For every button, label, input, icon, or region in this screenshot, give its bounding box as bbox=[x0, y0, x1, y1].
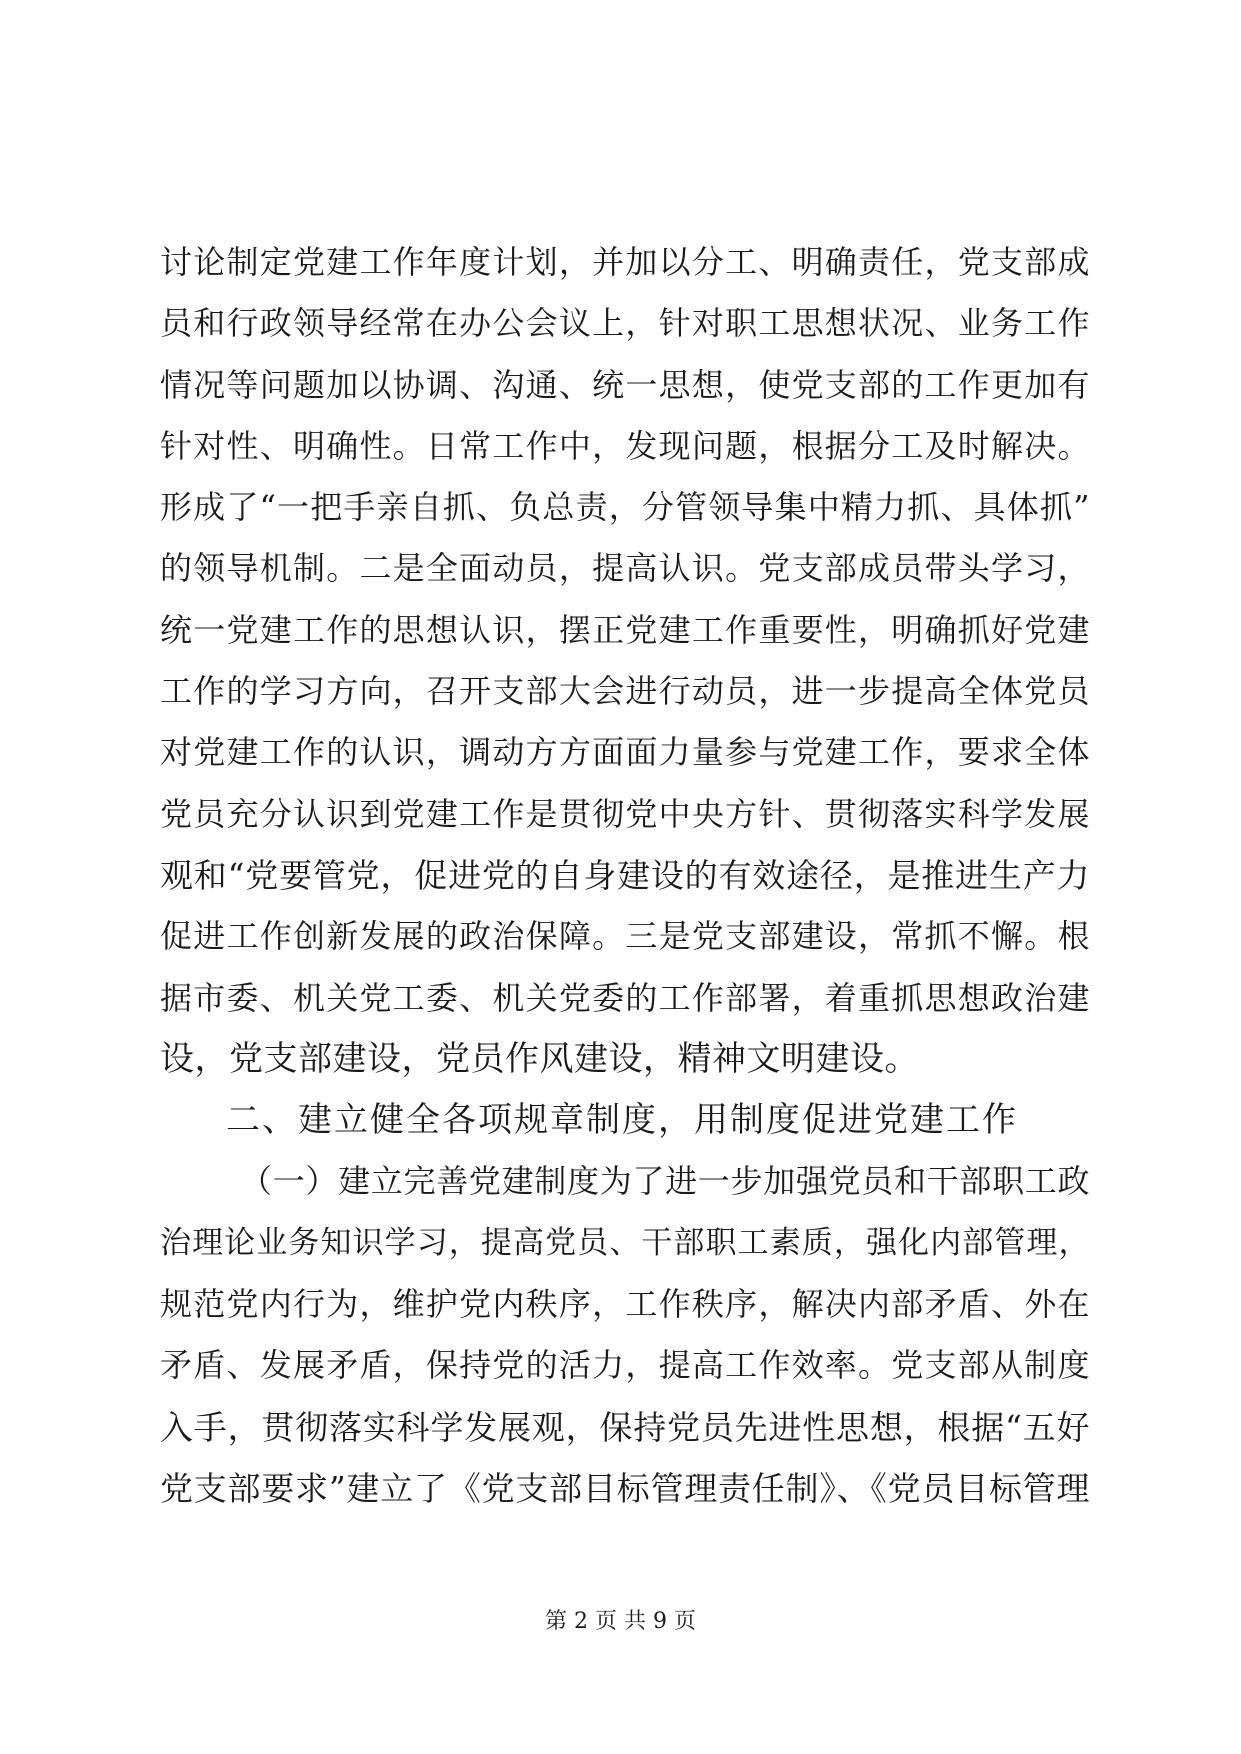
text-line: 规范党内行为，维护党内秩序，工作秩序，解决内部矛盾、外在 bbox=[160, 1285, 1090, 1324]
page-footer: 第 2 页 共 9 页 bbox=[545, 1609, 696, 1634]
text-line: 工作的学习方向，召开支部大会进行动员，进一步提高全体党员 bbox=[160, 672, 1090, 711]
text-line: 情况等问题加以协调、沟通、统一思想，使党支部的工作更加有 bbox=[160, 365, 1090, 404]
text-line: 对党建工作的认识，调动方方面面力量参与党建工作，要求全体 bbox=[160, 733, 1090, 772]
text-line: 治理论业务知识学习，提高党员、干部职工素质，强化内部管理， bbox=[160, 1224, 1090, 1261]
section-heading: 二、建立健全各项规章制度，用制度促进党建工作 bbox=[226, 1100, 1018, 1141]
text-line: 促进工作创新发展的政治保障。三是党支部建设，常抓不懈。根 bbox=[160, 917, 1090, 956]
text-line: 统一党建工作的思想认识，摆正党建工作重要性，明确抓好党建 bbox=[160, 610, 1090, 649]
text-line: （一）建立完善党建制度为了进一步加强党员和干部职工政 bbox=[240, 1162, 1090, 1201]
text-line: 设，党支部建设，党员作风建设，精神文明建设。 bbox=[160, 1038, 919, 1079]
text-line: 入手，贯彻落实科学发展观，保持党员先进性思想，根据“五好 bbox=[160, 1407, 1090, 1447]
text-line: 观和“党要管党，促进党的自身建设的有效途径，是推进生产力 bbox=[160, 855, 1090, 895]
text-line: 党支部要求”建立了《党支部目标管理责任制》、《党员目标管理 bbox=[160, 1468, 1090, 1508]
document-body bbox=[160, 232, 1090, 1519]
text-line: 员和行政领导经常在办公会议上，针对职工思想状况、业务工作 bbox=[160, 304, 1090, 343]
text-line: 针对性、明确性。日常工作中，发现问题，根据分工及时解决。 bbox=[160, 426, 1090, 465]
text-line: 矛盾、发展矛盾，保持党的活力，提高工作效率。党支部从制度 bbox=[160, 1346, 1090, 1385]
text-line: 的领导机制。二是全面动员，提高认识。党支部成员带头学习， bbox=[160, 549, 1090, 588]
text-line: 形成了“一把手亲自抓、负总责，分管领导集中精力抓、具体抓” bbox=[160, 488, 1090, 527]
text-line: 讨论制定党建工作年度计划，并加以分工、明确责任，党支部成 bbox=[160, 243, 1090, 281]
text-line: 据市委、机关党工委、机关党委的工作部署，着重抓思想政治建 bbox=[160, 978, 1090, 1017]
text-line: 党员充分认识到党建工作是贯彻党中央方针、贯彻落实科学发展 bbox=[160, 794, 1090, 833]
